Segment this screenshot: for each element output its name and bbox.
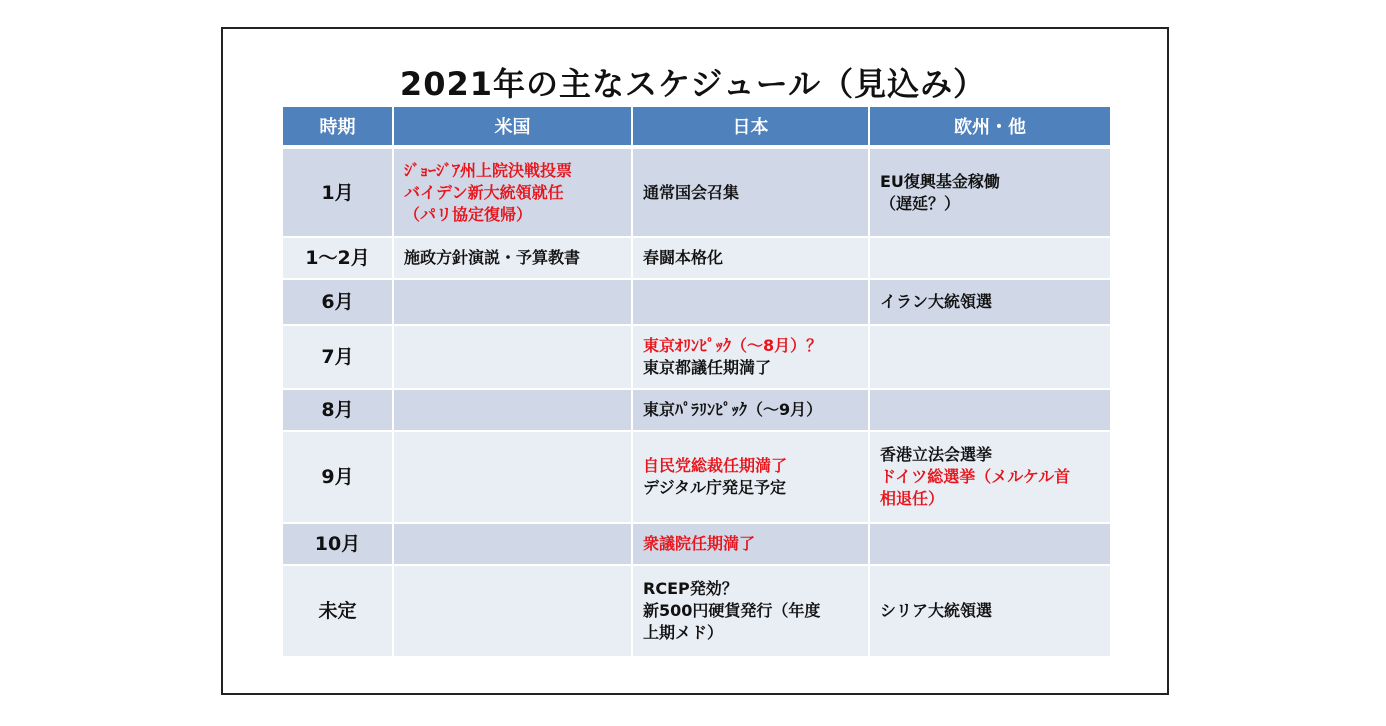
table-header-row — [283, 107, 1110, 147]
table-row — [283, 325, 1110, 389]
us-cell — [393, 325, 632, 389]
japan-cell — [632, 279, 869, 325]
table-row — [283, 147, 1110, 237]
cell-line: 春闘本格化 — [643, 248, 724, 267]
period-cell: 10月 — [283, 523, 393, 565]
cell-line: 相退任） — [880, 489, 945, 508]
us-cell — [393, 389, 632, 431]
table-row — [283, 523, 1110, 565]
cell-line: （遅延？） — [880, 193, 961, 213]
japan-cell — [632, 389, 869, 431]
cell-line: 通常国会召集 — [643, 182, 740, 202]
header-europe: 欧州・他 — [869, 107, 1110, 147]
period-cell: 未定 — [283, 565, 393, 657]
page-title: 2021年の主なスケジュール（見込み） — [399, 65, 987, 103]
japan-cell — [632, 565, 869, 657]
japan-cell — [632, 237, 869, 279]
europe-cell — [869, 147, 1110, 237]
period-cell: 1月 — [283, 147, 393, 237]
cell-line: 香港立法会選挙 — [880, 445, 993, 464]
japan-cell — [632, 147, 869, 237]
cell-line: デジタル庁発足予定 — [643, 478, 787, 497]
cell-line: 東京都議任期満了 — [643, 358, 772, 377]
europe-cell — [869, 237, 1110, 279]
cell-line: 自民党総裁任期満了 — [643, 456, 788, 475]
period-cell: 7月 — [283, 325, 393, 389]
table-row — [283, 389, 1110, 431]
us-cell — [393, 431, 632, 523]
table-row — [283, 431, 1110, 523]
japan-cell — [632, 325, 869, 389]
table-row — [283, 565, 1110, 657]
period-cell: 9月 — [283, 431, 393, 523]
us-cell — [393, 237, 632, 279]
cell-line: EU復興基金稼働 — [880, 171, 1000, 191]
cell-line: イラン大統領選 — [880, 292, 993, 311]
header-period: 時期 — [283, 107, 393, 147]
period-cell: 8月 — [283, 389, 393, 431]
cell-line: 上期メド） — [643, 623, 724, 642]
cell-line: ドイツ総選挙（メルケル首 — [880, 467, 1071, 486]
cell-line: 施政方針演説・予算教書 — [404, 248, 581, 267]
europe-cell — [869, 523, 1110, 565]
table-row — [283, 237, 1110, 279]
header-japan: 日本 — [632, 107, 869, 147]
cell-line: 新500円硬貨発行（年度 — [643, 601, 821, 620]
cell-line: 衆議院任期満了 — [643, 534, 756, 553]
cell-line: バイデン新大統領就任 — [404, 182, 564, 202]
europe-cell — [869, 325, 1110, 389]
cell-line: ｼﾞｮｰｼﾞｱ州上院決戦投票 — [404, 160, 573, 180]
cell-line: シリア大統領選 — [880, 601, 993, 620]
table-row — [283, 279, 1110, 325]
us-cell — [393, 147, 632, 237]
header-us: 米国 — [393, 107, 632, 147]
europe-cell — [869, 565, 1110, 657]
period-cell: 6月 — [283, 279, 393, 325]
japan-cell — [632, 523, 869, 565]
us-cell — [393, 565, 632, 657]
japan-cell — [632, 431, 869, 523]
europe-cell — [869, 389, 1110, 431]
us-cell — [393, 279, 632, 325]
europe-cell — [869, 279, 1110, 325]
us-cell — [393, 523, 632, 565]
period-cell: 1～2月 — [283, 237, 393, 279]
schedule-table — [283, 107, 1110, 658]
europe-cell — [869, 431, 1110, 523]
cell-line: RCEP発効？ — [643, 579, 738, 598]
cell-line: 東京ｵﾘﾝﾋﾟｯｸ（～8月）？ — [643, 336, 823, 355]
cell-line: 東京ﾊﾟﾗﾘﾝﾋﾟｯｸ（～9月） — [643, 400, 823, 419]
cell-line: （パリ協定復帰） — [404, 204, 533, 224]
